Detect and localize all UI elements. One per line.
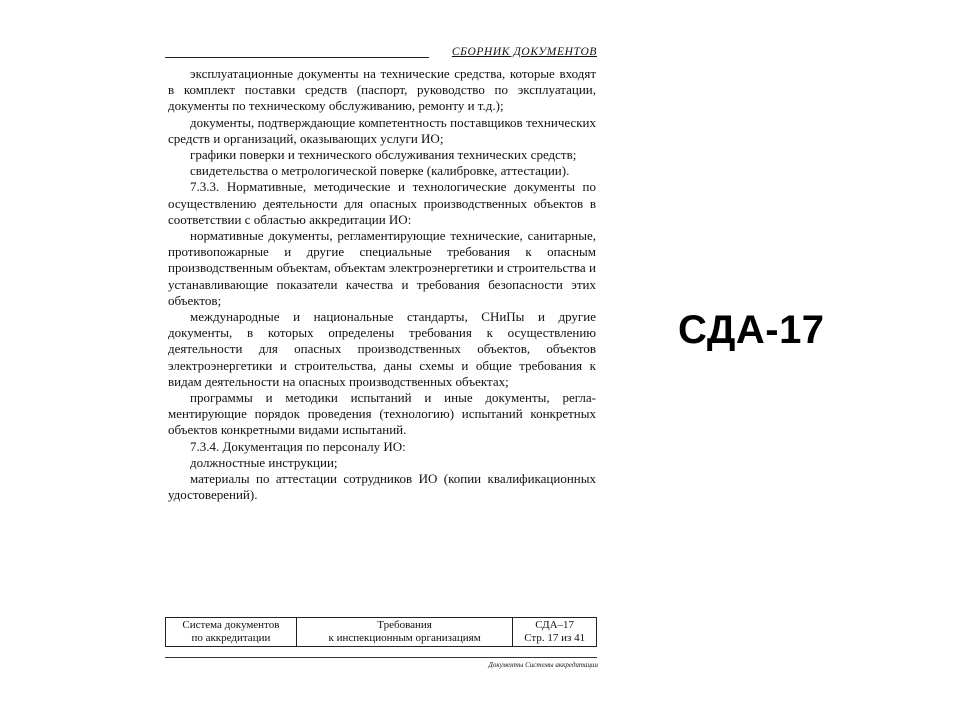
footer-system-line2: по аккредитации <box>191 632 271 644</box>
footer-code: СДА–17 <box>535 619 575 631</box>
paragraph: эксплуатационные документы на технические средства, которые входят в комплект поставки средств (паспорт, руководство по эксплуатации, документы по техническому обслуживанию, ремонту и т.д.); <box>168 66 596 114</box>
paragraph: документы, подтверждающие компетентность поставщиков технических средств и организаций, оказывающих услуги ИО; <box>168 114 596 146</box>
footer-page-number: Стр. 17 из 41 <box>524 632 586 644</box>
paragraph: 7.3.3. Нормативные, методические и технологические документы по осуществлению деятельности для опасных производственных объектов в соответствии с областью аккредитации ИО: <box>168 179 596 227</box>
bottom-caption: Документы Системы аккредитации <box>488 661 598 669</box>
paragraph: нормативные документы, регламентирующие технические, санитарные, противопожарные и другие специальные требования к опасным производственным объектам, объектам электроэнергетики и строительства и устанавливающие показатели качества и требования безопасности этих объектов; <box>168 228 596 308</box>
paragraph: свидетельства о метрологической поверке (калибровке, аттестации). <box>190 163 570 179</box>
page-header <box>165 46 597 66</box>
footer-system-cell <box>166 618 297 647</box>
bottom-rule <box>165 657 597 658</box>
footer-system-line1: Система документов <box>182 619 280 631</box>
footer-requirements-line1: Требования <box>377 619 432 631</box>
body-text <box>168 66 596 503</box>
paragraph: международные и национальные стандарты, СНиПы и другие документы, в которых определены требования к осуществлению деятельности для опасных производственных объектов, объектов электроэнергетики и строительства, даны схемы и общие требования к видам деятельности на опасных производственных объектах; <box>168 309 596 389</box>
paragraph: материалы по аттестации сотрудников ИО (копии квалификационных удостоверений). <box>168 471 596 503</box>
paragraph: графики поверки и технического обслуживания технических средств; <box>190 147 577 163</box>
header-title: СБОРНИК ДОКУМЕНТОВ <box>451 46 597 58</box>
footer-code-cell <box>513 618 597 647</box>
footer-requirements-cell <box>296 618 513 647</box>
header-rule <box>165 57 429 58</box>
paragraph: программы и методики испытаний и иные документы, регламентирующие порядок проведения (технологию) испытаний конкретных объектов конкретными видами испытаний. <box>168 390 596 438</box>
paragraph: 7.3.4. Документация по персоналу ИО: <box>190 438 406 454</box>
footer-requirements-line2: к инспекционным организациям <box>328 632 481 644</box>
document-code-label: СДА-17 <box>678 308 825 352</box>
footer-table <box>165 617 597 647</box>
paragraph: должностные инструкции; <box>190 454 338 470</box>
